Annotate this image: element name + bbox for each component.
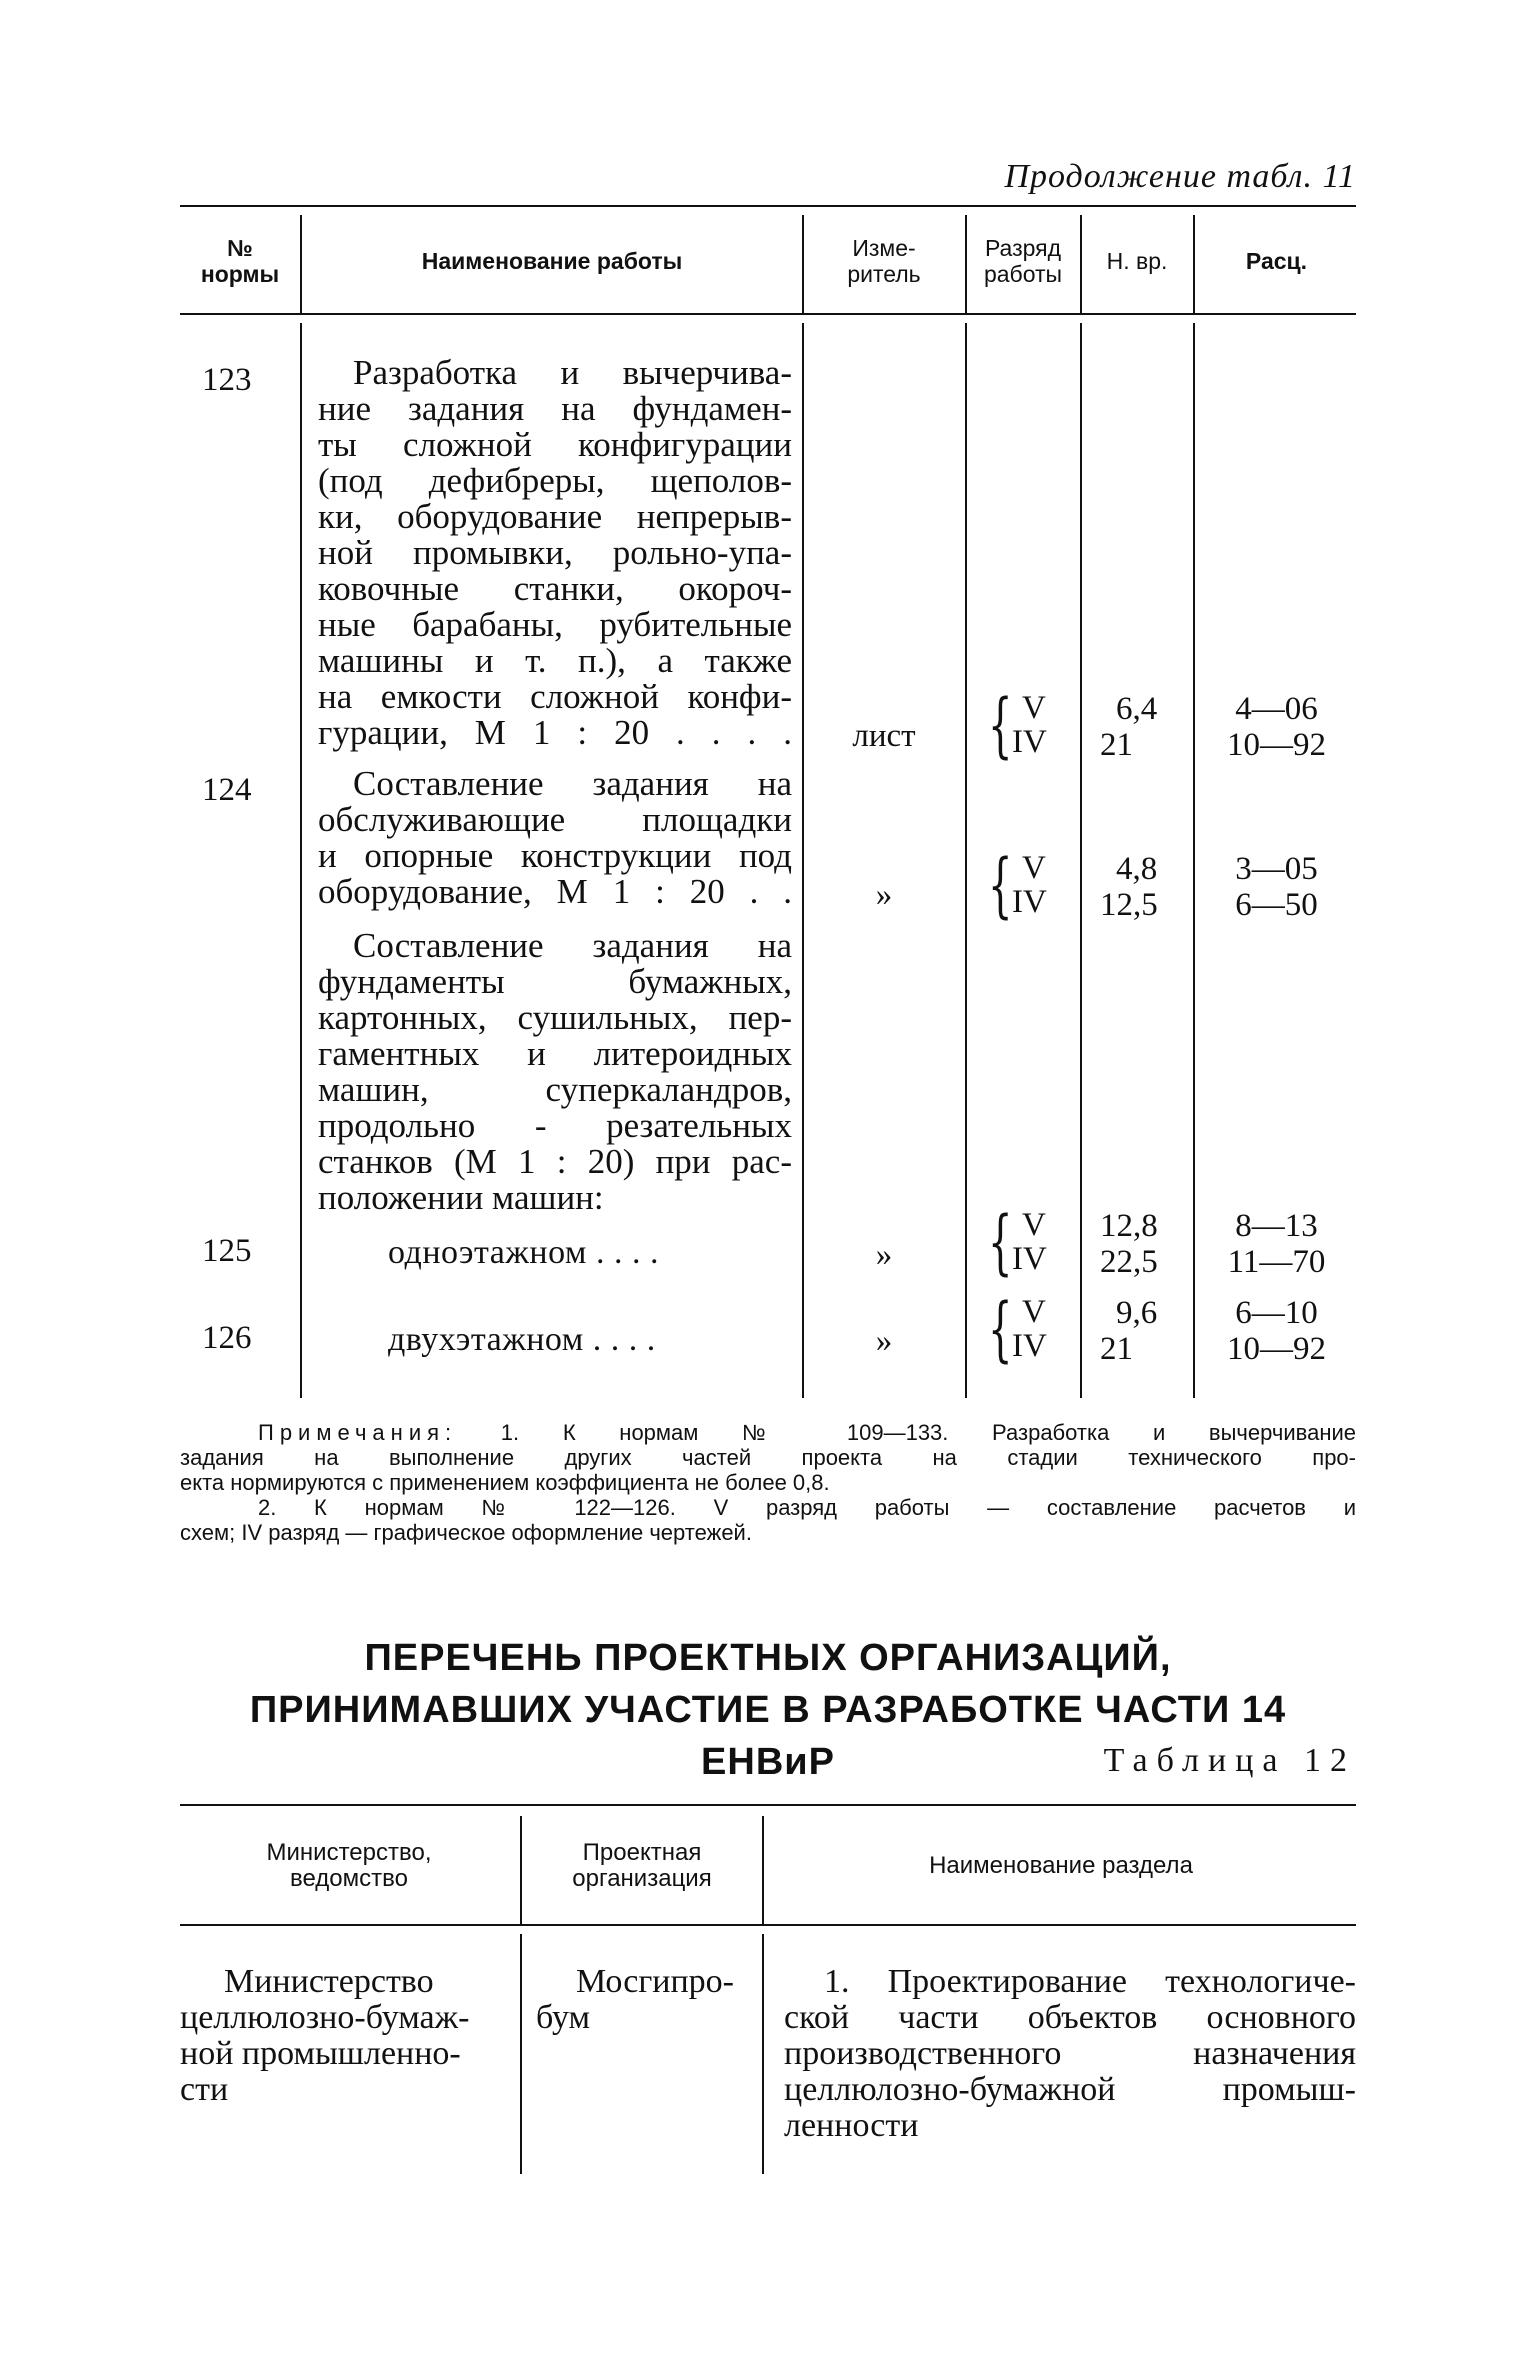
rate-value: 11—70 — [1227, 1244, 1326, 1280]
time-value: 22,5 — [1100, 1244, 1158, 1280]
note-line — [180, 1420, 1356, 1445]
brace-icon: { — [988, 1201, 1013, 1283]
body-divider — [520, 1934, 522, 2174]
grade-value: IV — [1012, 884, 1047, 920]
grade-group — [988, 684, 1047, 766]
description-line: ной промывки, рольно-упа- — [318, 533, 792, 572]
work-description: одноэтажном . . . . — [388, 1234, 659, 1271]
note-line: 2. К нормам № 122—126. V разряд работы — составление расчетов и — [258, 1495, 1356, 1520]
note-text: 1. К нормам № 109—133. Разработка и вычерчивание — [457, 1420, 1356, 1445]
organization-line: бум — [536, 1999, 591, 2036]
norm-number: 126 — [202, 1320, 252, 1356]
description-line: ные барабаны, рубительные — [318, 605, 792, 644]
rate-value: 6—50 — [1235, 887, 1318, 923]
grade-group — [988, 844, 1047, 926]
brace-icon: { — [988, 1288, 1013, 1370]
table-label: Таблица 12 — [1103, 1742, 1356, 1779]
description-line: гурации, М 1 : 20 . . . . — [318, 713, 792, 752]
time-value: 12,8 — [1100, 1208, 1158, 1244]
notes-label: Примечания: — [258, 1420, 458, 1445]
header-grade: Разряд работы — [983, 235, 1063, 287]
ministry-line: ной промышленно- — [180, 2035, 461, 2072]
time-value: 4,8 — [1116, 851, 1158, 887]
rate-value: 10—92 — [1227, 1331, 1326, 1367]
ministry-line: сти — [180, 2071, 229, 2108]
header-bottom-rule — [180, 313, 1356, 315]
body-divider — [1080, 323, 1082, 1398]
description-line: на емкости сложной конфи- — [318, 677, 792, 716]
header-ministry: Министерство, ведомство — [266, 1839, 432, 1892]
time-norm-values — [1100, 1208, 1190, 1280]
description-line: машины и т. п.), а также — [318, 641, 792, 680]
header-bottom-rule — [180, 1924, 1356, 1926]
grade-value: V — [1022, 690, 1046, 726]
table-notes — [180, 1420, 1356, 1545]
header-section-name: Наименование раздела — [929, 1852, 1193, 1879]
rate-values — [1197, 1208, 1356, 1280]
header-norm-number: № нормы — [200, 235, 280, 287]
note-line: схем; IV разряд — графическое оформление чертежей. — [180, 1520, 752, 1545]
section-name-cell — [784, 1964, 1356, 2144]
description-line: картонных, сушильных, пер- — [318, 998, 792, 1037]
description-line: (под дефибреры, щеполов- — [318, 461, 792, 500]
description-line: продольно - резательных — [318, 1106, 792, 1145]
section-line: ленности — [784, 2107, 919, 2144]
grade-value: IV — [1012, 1328, 1047, 1364]
description-line: машин, суперкаландров, — [318, 1070, 792, 1109]
description-line: положении машин: — [318, 1178, 604, 1217]
header-work-name: Наименование работы — [421, 248, 683, 274]
header-time-norm: Н. вр. — [1106, 248, 1168, 274]
body-divider — [802, 323, 804, 1398]
time-value: 21 — [1100, 1331, 1133, 1367]
rate-value: 3—05 — [1235, 851, 1318, 887]
grade-value: IV — [1012, 1241, 1047, 1277]
description-line: гаментных и литероидных — [318, 1034, 792, 1073]
rate-value: 6—10 — [1235, 1295, 1318, 1331]
body-divider — [965, 323, 967, 1398]
time-norm-values — [1100, 1295, 1190, 1367]
meter-value: лист — [852, 718, 916, 754]
ministry-line: целлюлозно-бумаж- — [180, 1999, 470, 2036]
description-line: ковочные станки, окороч- — [318, 569, 792, 608]
description-line: ние задания на фундамен- — [318, 389, 792, 428]
header-divider — [300, 215, 302, 315]
grade-value: V — [1022, 1207, 1046, 1243]
time-value: 9,6 — [1116, 1295, 1158, 1331]
norm-number: 123 — [202, 362, 252, 398]
norm-number: 125 — [202, 1233, 252, 1269]
rate-values — [1197, 1295, 1356, 1367]
body-divider — [762, 1934, 764, 2174]
header-divider — [802, 215, 804, 315]
header-meter: Изме- ритель — [847, 235, 921, 287]
meter-value: » — [875, 1237, 893, 1273]
time-value: 12,5 — [1100, 887, 1158, 923]
table-top-rule — [180, 205, 1356, 207]
table-continuation-caption: Продолжение табл. 11 — [1004, 158, 1356, 195]
meter-value: » — [875, 1323, 893, 1359]
heading-line: ПРИНИМАВШИХ УЧАСТИЕ В РАЗРАБОТКЕ ЧАСТИ 14 ЕНВиР — [249, 1689, 1287, 1783]
header-divider — [762, 1816, 764, 1924]
norm-number: 124 — [202, 772, 252, 808]
section-line: производственного назначения — [784, 2035, 1356, 2072]
brace-icon: { — [988, 844, 1013, 926]
header-divider — [965, 215, 967, 315]
description-line: Составление задания на — [353, 926, 792, 965]
meter-value: » — [875, 877, 893, 913]
work-description — [318, 355, 792, 751]
section-line: ской части объектов основного — [784, 1999, 1356, 2036]
brace-icon: { — [988, 684, 1013, 766]
description-line: станков (М 1 : 20) при рас- — [318, 1142, 792, 1181]
header-divider — [520, 1816, 522, 1924]
organizations-table — [180, 1804, 1356, 2184]
description-line: ки, оборудование непрерыв- — [318, 497, 792, 536]
ministry-cell — [180, 1964, 510, 2108]
work-description — [318, 928, 792, 1216]
body-divider — [300, 323, 302, 1398]
rate-value: 4—06 — [1235, 691, 1318, 727]
body-divider — [1193, 323, 1195, 1398]
table-top-rule — [180, 1804, 1356, 1806]
header-divider — [1193, 215, 1195, 315]
grade-value: V — [1022, 850, 1046, 886]
norms-table — [180, 205, 1356, 1400]
note-line: задания на выполнение других частей проекта на стадии технического про- — [180, 1445, 1356, 1470]
grade-group — [988, 1288, 1047, 1370]
grade-value: V — [1022, 1294, 1046, 1330]
heading-line: ПЕРЕЧЕНЬ ПРОЕКТНЫХ ОРГАНИЗАЦИЙ, — [364, 1637, 1172, 1679]
organization-line: Мосгипро- — [576, 1963, 734, 2000]
work-description: двухэтажном . . . . — [388, 1321, 656, 1358]
description-line: оборудование, М 1 : 20 . . — [318, 872, 792, 911]
description-line: фундаменты бумажных, — [318, 962, 792, 1001]
grade-group — [988, 1201, 1047, 1283]
rate-values — [1197, 691, 1356, 763]
organization-cell — [536, 1964, 756, 2036]
header-divider — [1080, 215, 1082, 315]
description-line: ты сложной конфигурации — [318, 425, 792, 464]
section-line: 1. Проектирование технологиче- — [824, 1963, 1356, 2000]
description-line: обслуживающие площадки — [318, 800, 792, 839]
ministry-line: Министерство — [224, 1963, 434, 2000]
work-description — [318, 766, 792, 910]
rate-value: 8—13 — [1235, 1208, 1318, 1244]
section-line: целлюлозно-бумажной промыш- — [784, 2071, 1356, 2108]
time-value: 6,4 — [1116, 691, 1158, 727]
time-norm-values — [1100, 691, 1190, 763]
header-organization: Проектная организация — [572, 1839, 712, 1892]
header-rate: Расц. — [1245, 248, 1308, 274]
rate-values — [1197, 851, 1356, 923]
note-line: екта нормируются с применением коэффициента не более 0,8. — [180, 1470, 830, 1495]
description-line: и опорные конструкции под — [318, 836, 792, 875]
time-norm-values — [1100, 851, 1190, 923]
description-line: Разработка и вычерчива- — [353, 353, 792, 392]
description-line: Составление задания на — [353, 764, 792, 803]
grade-value: IV — [1012, 724, 1047, 760]
time-value: 21 — [1100, 727, 1133, 763]
rate-value: 10—92 — [1227, 727, 1326, 763]
